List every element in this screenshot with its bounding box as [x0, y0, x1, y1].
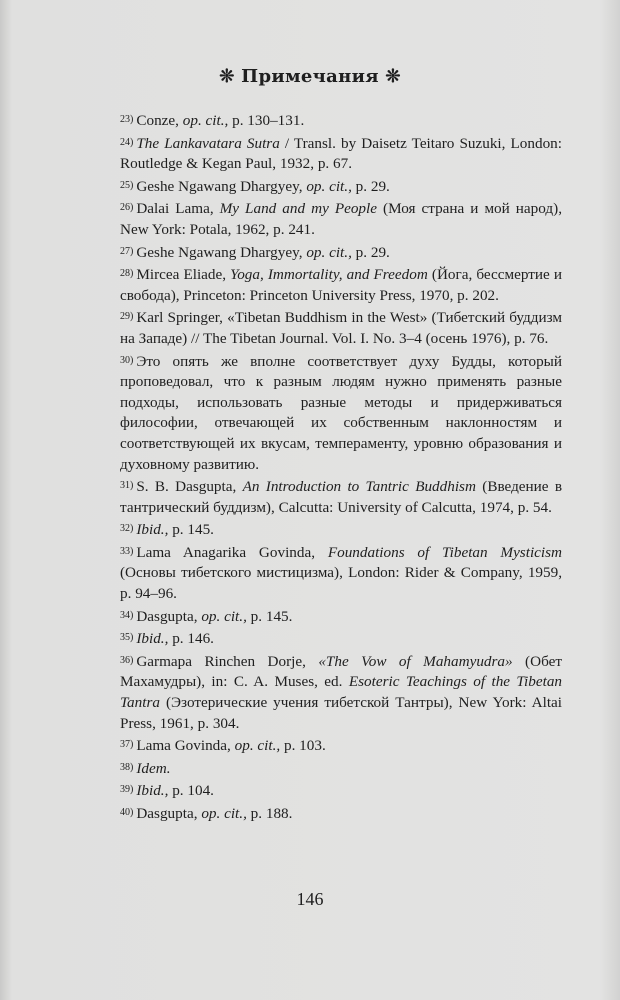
- note-italic-text: Foundations of Tibetan Mysticism: [327, 543, 562, 561]
- note-item: [120, 110, 562, 132]
- note-text: Conze,: [136, 112, 183, 129]
- note-italic-text: Esoteric Teachings of the Tibetan Tantra: [120, 673, 563, 712]
- note-number: 28): [120, 268, 134, 280]
- note-italic-text: An Introduction to Tantric Buddhism: [242, 478, 476, 496]
- page-number: 146: [296, 889, 324, 909]
- note-text: p. 188.: [246, 805, 293, 822]
- note-text: Это опять же вполне соответствует духу Будды, который проповедовал, что к разным людям нужно применять разные подходы, использовать разные методы и придерживаться философии, отвечающей их собственным наклонностям и соответствующей их вкусам, темпераменту, уровню образования и духовному развитию.: [120, 352, 562, 473]
- note-italic-text: Yoga, Immortality, and Freedom: [230, 266, 428, 284]
- note-text: (Эзотерические учения тибетской Тантры), New York: Altai Press, 1961, p. 304.: [120, 694, 562, 732]
- notes-list: [120, 110, 562, 826]
- note-italic-text: Ibid.,: [136, 782, 169, 800]
- note-italic-text: My Land and my People: [219, 200, 377, 218]
- note-text: / Transl. by Daisetz Teitaro Suzuki, London: Routledge & Kegan Paul, 1932, p. 67.: [120, 134, 562, 173]
- note-number: 39): [120, 784, 134, 796]
- note-text: (Введение в тантрический буддизм), Calcutta: University of Calcutta, 1974, p. 54.: [120, 478, 563, 516]
- note-number: 40): [120, 807, 134, 818]
- note-item: [120, 628, 562, 650]
- note-italic-text: op. cit.,: [234, 737, 281, 755]
- note-item: [120, 519, 562, 541]
- note-item: [120, 198, 562, 240]
- note-number: 26): [120, 202, 134, 214]
- note-text: S. B. Dasgupta,: [136, 478, 243, 496]
- note-number: 30): [120, 354, 134, 366]
- note-number: 24): [120, 136, 134, 148]
- note-text: p. 103.: [280, 737, 326, 755]
- note-text: Mircea Eliade,: [136, 266, 231, 284]
- note-text: p. 29.: [351, 243, 390, 261]
- note-text: Dasgupta,: [136, 607, 202, 625]
- note-item: [120, 476, 562, 518]
- note-text: (Основы тибетского мистицизма), London: Rider & Company, 1959, p. 94–96.: [120, 564, 562, 603]
- note-italic-text: op. cit.,: [201, 805, 247, 822]
- note-text: Geshe Ngawang Dhargyey,: [136, 177, 307, 195]
- note-text: Geshe Ngawang Dhargyey,: [136, 243, 307, 261]
- note-item: [120, 606, 562, 628]
- note-italic-text: op. cit.,: [201, 607, 247, 625]
- note-number: 35): [120, 632, 134, 644]
- note-text: Karl Springer, «Tibetan Buddhism in the West» (Тибетский буддизм на Западе) // The Tibetan Journal. Vol. I. No. 3–4 (осень 1976), p. 76.: [120, 309, 562, 347]
- note-text: Dalai Lama,: [136, 200, 220, 218]
- note-item: [120, 735, 562, 757]
- note-text: p. 130–131.: [228, 112, 305, 129]
- note-item: [120, 176, 562, 198]
- note-number: 31): [120, 480, 134, 492]
- note-text: p. 145.: [168, 521, 214, 539]
- note-number: 27): [120, 245, 134, 257]
- note-italic-text: Idem.: [136, 759, 171, 777]
- note-number: 38): [120, 761, 134, 773]
- note-italic-text: «The Vow of Mahamyudra»: [318, 652, 513, 670]
- note-item: [120, 242, 562, 264]
- note-number: 23): [120, 114, 134, 125]
- note-italic-text: The Lankavatara Sutra: [136, 134, 280, 152]
- note-item: [120, 758, 562, 780]
- note-italic-text: Ibid.,: [136, 630, 169, 648]
- note-text: p. 29.: [351, 177, 390, 195]
- note-item: [120, 651, 562, 734]
- section-header: ❊ Примечания ❊: [219, 66, 401, 87]
- note-text: p. 104.: [168, 782, 214, 800]
- note-item: [120, 307, 562, 349]
- note-text: Dasgupta,: [136, 805, 202, 822]
- note-text: p. 145.: [246, 607, 293, 625]
- note-number: 25): [120, 179, 134, 191]
- note-number: 34): [120, 609, 134, 621]
- note-italic-text: op. cit.,: [306, 177, 352, 195]
- note-number: 32): [120, 523, 134, 535]
- note-item: [120, 803, 562, 825]
- note-number: 36): [120, 654, 134, 666]
- note-italic-text: Ibid.,: [136, 521, 169, 539]
- note-item: [120, 133, 562, 175]
- note-number: 33): [120, 545, 134, 557]
- note-italic-text: op. cit.,: [306, 243, 352, 261]
- note-item: [120, 264, 562, 306]
- note-italic-text: op. cit.,: [182, 112, 229, 129]
- note-number: 37): [120, 739, 134, 751]
- note-text: (Йога, бессмертие и свобода), Princeton: Princeton University Press, 1970, p. 202.: [120, 266, 562, 304]
- note-item: [120, 542, 562, 605]
- note-text: p. 146.: [168, 630, 214, 648]
- note-item: [120, 351, 562, 476]
- note-number: 29): [120, 311, 134, 323]
- note-item: [120, 780, 562, 802]
- note-text: Lama Anagarika Govinda,: [136, 543, 328, 561]
- note-text: (Моя страна и мой народ), New York: Potala, 1962, p. 241.: [120, 200, 562, 238]
- note-text: Garmapa Rinchen Dorje,: [136, 652, 319, 670]
- note-text: Lama Govinda,: [136, 737, 235, 755]
- note-text: (Обет Махамудры), in: C. A. Muses, ed.: [120, 652, 562, 691]
